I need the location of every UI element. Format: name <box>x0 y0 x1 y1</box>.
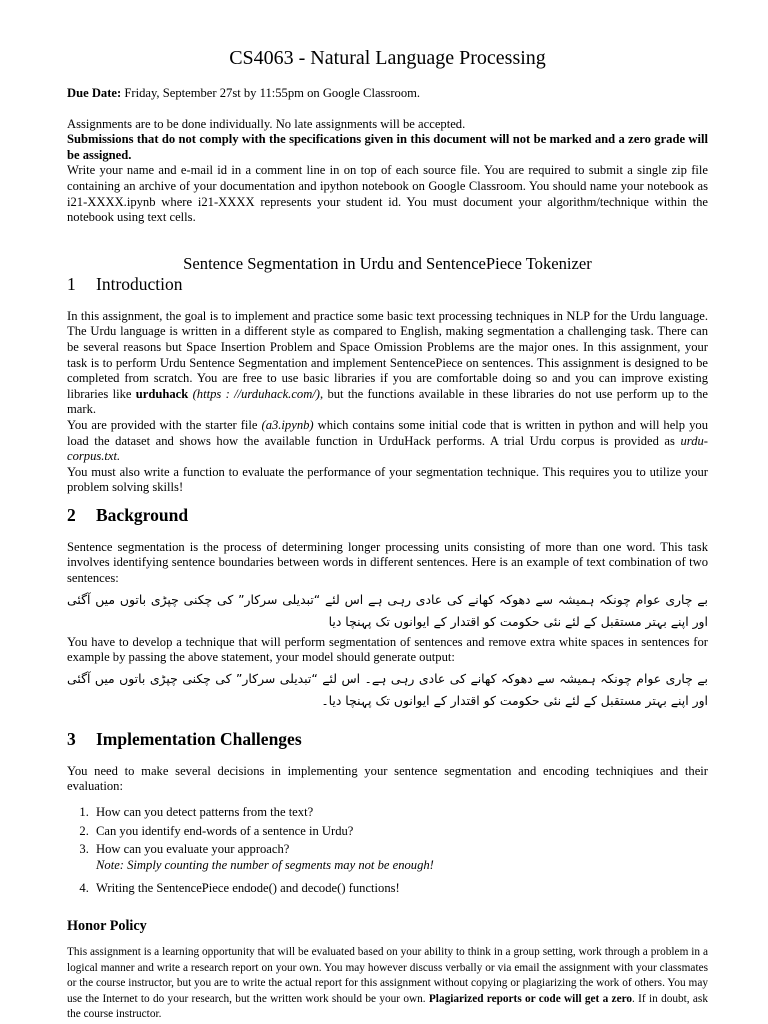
section-heading-text: Introduction <box>96 273 183 294</box>
due-date-value: Friday, September 27st by 11:55pm on Google Classroom. <box>124 86 421 100</box>
instructions-line: Assignments are to be done individually. No late assignments will be accepted. <box>67 116 466 131</box>
section-heading-background <box>67 504 708 526</box>
urdu-example-output: بے چاری عوام چونکہ ہمیشہ سے دھوکہ کھانے کی عادی رہی ہے۔ اس لئے “تبدیلی سرکار” کی چکنی چپڑی باتوں میں آگئی اور اپنے بہتر مستقبل کے لئے نئی حکومت کو اقتدار کے ایوانوں تک پہنچا دیا۔ <box>67 670 708 708</box>
section-number: 1 <box>67 273 76 294</box>
challenges-list <box>67 805 708 897</box>
background-paragraph-2: You have to develop a technique that will perform segmentation of sentences and remove extra white spaces in sentences for example by passing the above statement, your model should generate output: <box>67 634 708 665</box>
section-heading-text: Implementation Challenges <box>96 728 302 749</box>
corpus-file-name: urdu-corpus.txt. <box>67 433 708 464</box>
list-item: 4. Writing the SentencePiece endode() and decode() functions! <box>92 881 708 897</box>
library-name: urduhack <box>135 386 189 401</box>
section-heading-text: Background <box>96 504 189 525</box>
instructions-warning: Submissions that do not comply with the specifications given in this document will not be marked and a zero grade will be assigned. <box>67 132 708 162</box>
section-number: 3 <box>67 728 76 749</box>
list-item: 2. Can you identify end-words of a sentence in Urdu? <box>92 824 708 840</box>
due-date-label: Due Date: <box>67 86 122 100</box>
section-number: 2 <box>67 504 76 525</box>
intro-paragraph-2: You are provided with the starter file (a3.ipynb) which contains some initial code that is written in python and will help you load the dataset and shows how the available function in UrduHack performs. A trial Urdu corpus is provided as urdu-corpus.txt. <box>67 417 708 464</box>
plagiarism-warning: Plagiarized reports or code will get a zero <box>428 992 633 1005</box>
page-title: CS4063 - Natural Language Processing <box>229 47 546 69</box>
instructions-details: Write your name and e-mail id in a comment line in on top of each source file. You are required to submit a single zip file containing an archive of your documentation and ipython notebook on Google Classroom. You should name your notebook as i21-XXXX.ipynb where i21-XXXX represents your student id. You must document your algorithm/technique within the notebook using text cells. <box>67 163 708 225</box>
assignment-title: Sentence Segmentation in Urdu and SentencePiece Tokenizer <box>183 253 592 273</box>
starter-file-name: (a3.ipynb) <box>261 417 314 432</box>
background-paragraph-1: Sentence segmentation is the process of determining longer processing units consisting of more than one word. This task involves identifying sentence boundaries between words in different sentences. Here is an example of text combination of two sentences: <box>67 539 708 586</box>
list-item: 3. How can you evaluate your approach? Note: Simply counting the number of segments may not be enough! <box>92 842 708 873</box>
challenges-paragraph: You need to make several decisions in implementing your sentence segmentation and encoding techniqiues and their evaluation: <box>67 763 708 794</box>
intro-paragraph-3: You must also write a function to evaluate the performance of your segmentation technique. This requires you to utilize your problem solving skills! <box>67 464 708 495</box>
due-date <box>67 86 708 102</box>
honor-policy-heading: Honor Policy <box>67 918 147 934</box>
urdu-example-input: بے چاری عوام چونکہ ہمیشہ سے دھوکہ کھانے کی عادی رہی ہے اس لئے “تبدیلی سرکار” کی چکنی چپڑی باتوں میں آگئی اور اپنے بہتر مستقبل کے لئے نئی حکومت کو اقتدار کے ایوانوں تک پہنچا دیا <box>67 591 708 629</box>
section-heading-introduction <box>67 273 708 295</box>
honor-policy-text: This assignment is a learning opportunity that will be evaluated based on your ability to think in a group setting, work through a problem in a logical manner and write a research report on your own. You may however discuss verbally or via email the assignment with your classmates or the course instructor, but you are to write the actual report for this assignment without copying or plagiarizing the work of others. You may use the Internet to do your research, but the written work should be your own. Plagiarized reports or code will get a zero. If in doubt, ask the course instructor. <box>67 946 708 1021</box>
section-heading-challenges <box>67 728 708 750</box>
intro-paragraph-1: In this assignment, the goal is to implement and practice some basic text processing techniques in NLP for the Urdu language. The Urdu language is written in a different style as compared to English, making segmentation a challenging task. There can be several reasons but Space Insertion Problem and Space Omission Problems are the major ones. In this assignment, your task is to perform Urdu Sentence Segmentation and implement SentencePiece on sentences. This assignment is designed to be completed from scratch. You are free to use basic libraries if you are comfortable doing so and you can improve existing libraries like urduhack (https : //urduhack.com/), but the functions available in these libraries do not use perform up to the mark. <box>67 308 708 417</box>
list-item: 1. How can you detect patterns from the text? <box>92 805 708 821</box>
library-url: (https : //urduhack.com/) <box>192 386 320 401</box>
evaluation-note: Note: Simply counting the number of segments may not be enough! <box>96 857 434 872</box>
